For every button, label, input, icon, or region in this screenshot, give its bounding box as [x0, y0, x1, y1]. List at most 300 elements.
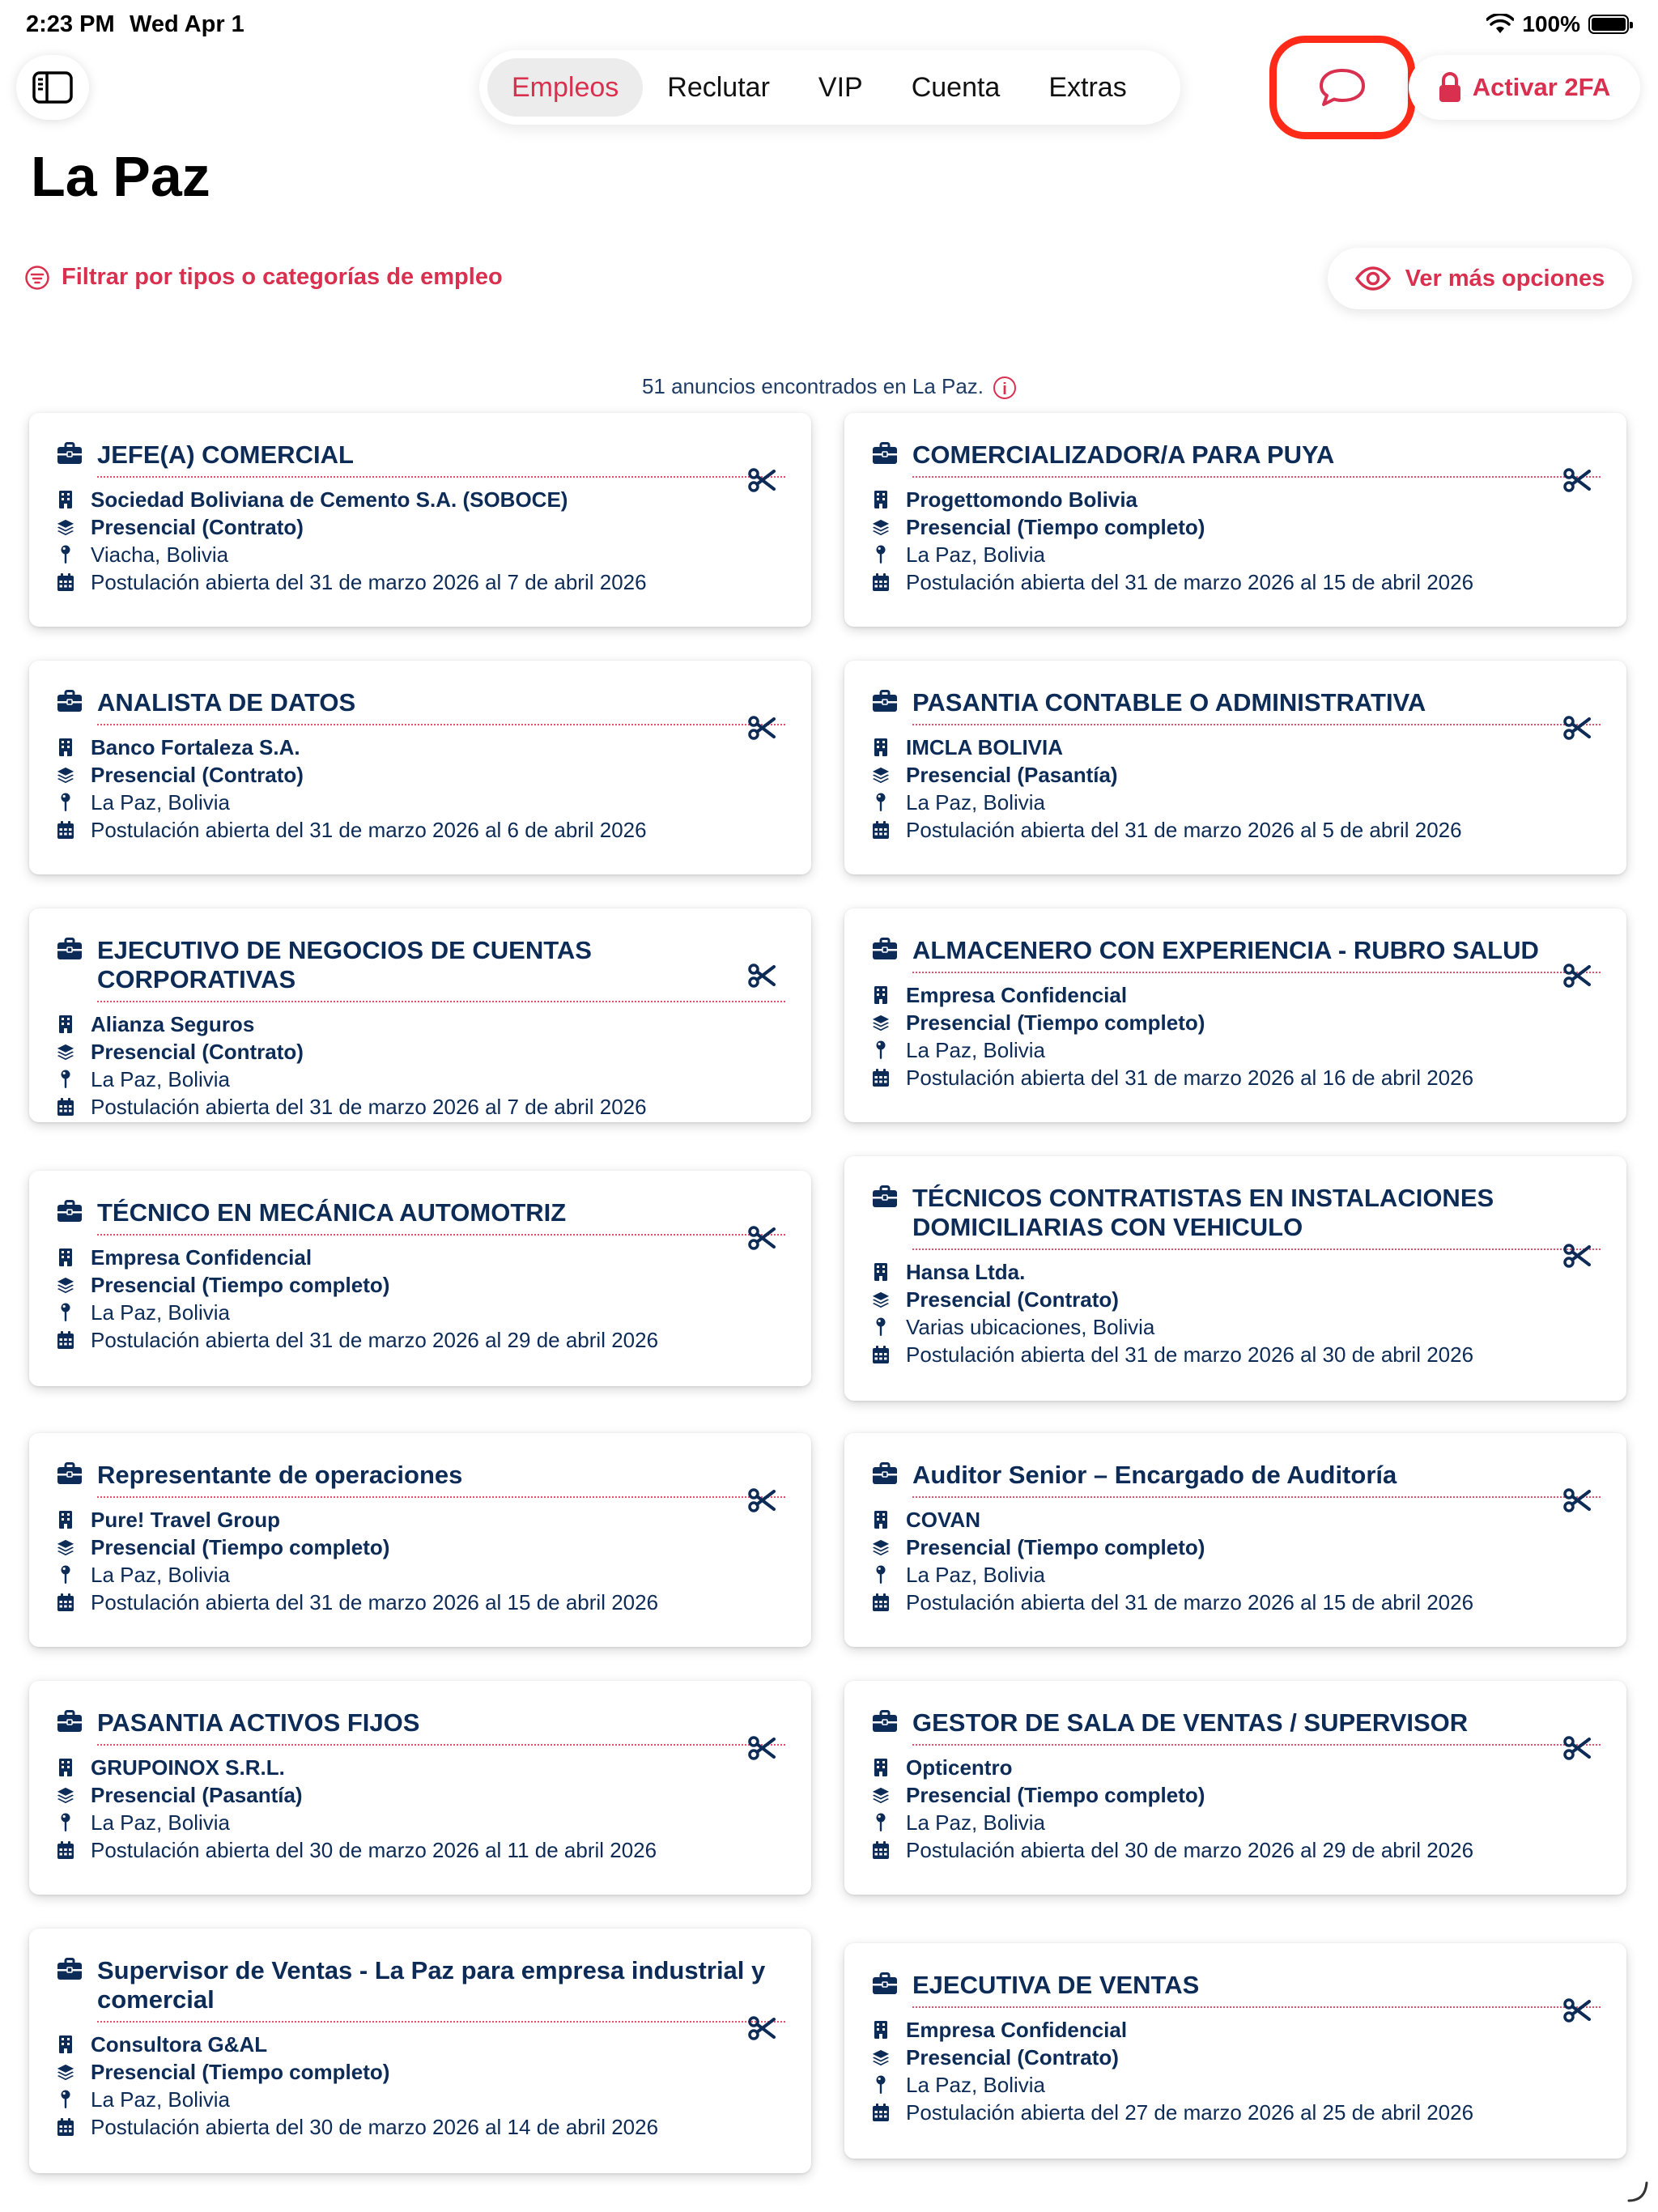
job-company-row	[57, 486, 811, 513]
map-pin-icon	[60, 1813, 71, 1832]
title-divider	[97, 1496, 785, 1498]
map-pin-icon	[60, 2090, 71, 2109]
calendar-icon	[872, 572, 890, 592]
job-card[interactable]	[844, 908, 1626, 1122]
job-dates: Postulación abierta del 31 de marzo 2026 al 15 de abril 2026	[906, 1590, 1474, 1614]
job-card[interactable]	[844, 1943, 1626, 2159]
scissors-icon	[1563, 1488, 1591, 1512]
title-divider	[97, 1001, 785, 1002]
job-title-row	[872, 936, 1626, 973]
job-location: La Paz, Bolivia	[906, 542, 1045, 567]
job-company: Hansa Ltda.	[906, 1260, 1026, 1284]
job-dates-row	[57, 816, 811, 844]
job-details	[872, 1258, 1626, 1368]
share-button[interactable]	[748, 468, 776, 496]
job-modality-row	[57, 2058, 811, 2086]
building-icon	[874, 1262, 888, 1282]
briefcase-icon	[872, 690, 898, 713]
job-icon-wrap	[57, 1710, 83, 1733]
sidebar-toggle-button[interactable]	[16, 55, 89, 120]
scissors-icon	[1563, 1244, 1591, 1268]
building-icon	[58, 1015, 73, 1034]
job-location-row	[57, 541, 811, 568]
calendar-icon	[872, 1840, 890, 1860]
filter-icon	[24, 265, 50, 291]
job-dates: Postulación abierta del 31 de marzo 2026 al 7 de abril 2026	[91, 570, 647, 594]
job-location: La Paz, Bolivia	[906, 1810, 1045, 1835]
job-location-row	[57, 1299, 811, 1326]
briefcase-icon	[57, 1958, 83, 1980]
job-company: Progettomondo Bolivia	[906, 487, 1137, 512]
building-icon	[58, 1248, 73, 1267]
job-location: La Paz, Bolivia	[906, 790, 1045, 815]
layers-icon	[57, 517, 74, 537]
job-location-row	[872, 1036, 1626, 1064]
calendar-icon	[872, 1068, 890, 1087]
job-dates-row	[57, 2113, 811, 2141]
job-title[interactable]: PASANTIA ACTIVOS FIJOS	[97, 1708, 420, 1737]
battery-percent: 100%	[1522, 11, 1580, 36]
job-modality-row	[872, 1781, 1626, 1809]
job-title[interactable]: PASANTIA CONTABLE O ADMINISTRATIVA	[912, 688, 1426, 717]
building-icon	[874, 985, 888, 1005]
job-icon-wrap	[57, 690, 83, 713]
job-title-row	[57, 1461, 811, 1498]
sidebar-icon	[32, 71, 73, 104]
job-modality: Presencial (Contrato)	[91, 763, 304, 787]
job-details	[57, 1010, 811, 1121]
briefcase-icon	[57, 1710, 83, 1733]
map-pin-icon	[60, 1303, 71, 1322]
job-title[interactable]: EJECUTIVO DE NEGOCIOS DE CUENTAS CORPORATIVAS	[97, 936, 592, 993]
job-details	[57, 1244, 811, 1354]
map-pin-icon	[60, 793, 71, 812]
calendar-icon	[57, 1330, 74, 1350]
job-dates: Postulación abierta del 30 de marzo 2026 al 11 de abril 2026	[91, 1838, 657, 1862]
job-modality: Presencial (Contrato)	[906, 1287, 1119, 1312]
info-icon[interactable]: i	[993, 376, 1016, 399]
chat-button[interactable]	[1269, 36, 1415, 139]
job-title-row	[57, 1708, 811, 1746]
tab-vip[interactable]: VIP	[818, 71, 863, 103]
job-details	[57, 734, 811, 844]
job-icon-wrap	[57, 442, 83, 465]
job-location: La Paz, Bolivia	[906, 2073, 1045, 2097]
job-location-row	[57, 789, 811, 816]
job-modality-row	[872, 761, 1626, 789]
status-time: 2:23 PM	[26, 11, 115, 37]
scissors-icon	[748, 716, 776, 740]
layers-icon	[57, 1042, 74, 1061]
job-title[interactable]: EJECUTIVA DE VENTAS	[912, 1971, 1200, 1999]
job-dates: Postulación abierta del 31 de marzo 2026 al 15 de abril 2026	[906, 570, 1474, 594]
share-button[interactable]	[748, 2016, 776, 2044]
job-modality: Presencial (Pasantía)	[91, 1783, 303, 1807]
briefcase-icon	[57, 938, 83, 960]
job-card[interactable]	[844, 413, 1626, 627]
layers-icon	[57, 2062, 74, 2082]
job-location-row	[872, 1809, 1626, 1836]
building-icon	[874, 2020, 888, 2040]
job-card[interactable]	[29, 908, 811, 1122]
job-modality-row	[872, 1009, 1626, 1036]
job-company-row	[57, 2031, 811, 2058]
job-company: Empresa Confidencial	[91, 1245, 312, 1270]
job-title[interactable]: TÉCNICO EN MECÁNICA AUTOMOTRIZ	[97, 1198, 567, 1227]
job-dates-row	[872, 816, 1626, 844]
title-divider	[97, 2021, 785, 2023]
job-dates: Postulación abierta del 31 de marzo 2026 al 6 de abril 2026	[91, 818, 647, 842]
job-dates: Postulación abierta del 31 de marzo 2026 al 30 de abril 2026	[906, 1342, 1474, 1367]
job-dates: Postulación abierta del 31 de marzo 2026 al 29 de abril 2026	[91, 1328, 659, 1352]
job-title[interactable]: Auditor Senior – Encargado de Auditoría	[912, 1461, 1397, 1489]
building-icon	[58, 1510, 73, 1529]
briefcase-icon	[57, 1200, 83, 1223]
title-divider	[97, 1234, 785, 1236]
layers-icon	[872, 765, 890, 785]
job-title-row	[57, 1956, 811, 2023]
job-dates: Postulación abierta del 31 de marzo 2026 al 15 de abril 2026	[91, 1590, 659, 1614]
share-button[interactable]	[1563, 963, 1591, 992]
page-title: La Paz	[31, 145, 210, 208]
job-details	[872, 2016, 1626, 2126]
map-pin-icon	[875, 2075, 886, 2095]
layers-icon	[872, 1538, 890, 1557]
main-nav	[479, 50, 1180, 125]
map-pin-icon	[60, 545, 71, 564]
job-company-row	[57, 734, 811, 761]
more-options-button[interactable]	[1328, 248, 1632, 309]
building-icon	[874, 738, 888, 757]
calendar-icon	[57, 572, 74, 592]
job-location: La Paz, Bolivia	[91, 1810, 230, 1835]
job-title[interactable]: Supervisor de Ventas - La Paz para empresa industrial y comercial	[97, 1956, 766, 2014]
job-company: IMCLA BOLIVIA	[906, 735, 1064, 759]
briefcase-icon	[872, 442, 898, 465]
activate-2fa-label: Activar 2FA	[1472, 73, 1611, 101]
briefcase-icon	[57, 1462, 83, 1485]
job-details	[872, 1506, 1626, 1616]
map-pin-icon	[875, 793, 886, 812]
title-divider	[97, 476, 785, 478]
job-location-row	[57, 1561, 811, 1589]
job-card[interactable]	[29, 1929, 811, 2173]
share-button[interactable]	[1563, 1736, 1591, 1764]
map-pin-icon	[875, 1565, 886, 1585]
building-icon	[874, 1510, 888, 1529]
job-title[interactable]: GESTOR DE SALA DE VENTAS / SUPERVISOR	[912, 1708, 1469, 1737]
job-company: GRUPOINOX S.R.L.	[91, 1755, 285, 1780]
scissors-icon	[1563, 468, 1591, 492]
title-divider	[912, 972, 1601, 973]
job-details	[57, 1754, 811, 1864]
job-title[interactable]: JEFE(A) COMERCIAL	[97, 440, 354, 469]
status-bar	[0, 0, 1658, 50]
share-button[interactable]	[748, 1488, 776, 1516]
share-button[interactable]	[748, 1226, 776, 1254]
job-modality: Presencial (Tiempo completo)	[91, 2060, 390, 2084]
job-icon-wrap	[872, 1185, 898, 1208]
job-details	[57, 2031, 811, 2141]
briefcase-icon	[872, 1972, 898, 1995]
job-location: La Paz, Bolivia	[906, 1038, 1045, 1062]
job-title-row	[57, 688, 811, 725]
calendar-icon	[872, 1345, 890, 1364]
job-details	[872, 981, 1626, 1091]
title-divider	[912, 1249, 1601, 1250]
job-icon-wrap	[872, 1710, 898, 1733]
scissors-icon	[748, 963, 776, 988]
resize-corner-icon	[1626, 2180, 1650, 2204]
job-company-row	[57, 1754, 811, 1781]
job-details	[57, 486, 811, 596]
job-dates-row	[57, 1093, 811, 1121]
share-button[interactable]	[748, 1736, 776, 1764]
battery-icon	[1588, 15, 1629, 34]
job-company: COVAN	[906, 1508, 980, 1532]
job-title-row	[872, 1708, 1626, 1746]
job-location-row	[57, 1066, 811, 1093]
share-button[interactable]	[1563, 1998, 1591, 2027]
layers-icon	[57, 765, 74, 785]
job-company-row	[872, 1754, 1626, 1781]
job-title[interactable]: ALMACENERO CON EXPERIENCIA - RUBRO SALUD	[912, 936, 1539, 964]
status-date: Wed Apr 1	[130, 11, 244, 37]
job-dates: Postulación abierta del 31 de marzo 2026 al 16 de abril 2026	[906, 1066, 1474, 1090]
job-modality: Presencial (Pasantía)	[906, 763, 1118, 787]
tab-extras[interactable]: Extras	[1048, 71, 1127, 103]
layers-icon	[57, 1275, 74, 1295]
job-title-row	[872, 440, 1626, 478]
job-card[interactable]	[844, 1681, 1626, 1895]
job-dates-row	[872, 1836, 1626, 1864]
job-modality-row	[872, 2044, 1626, 2071]
job-dates-row	[57, 1589, 811, 1616]
job-modality: Presencial (Tiempo completo)	[906, 1010, 1205, 1035]
job-title[interactable]: Representante de operaciones	[97, 1461, 463, 1489]
share-button[interactable]	[1563, 468, 1591, 496]
job-title[interactable]: ANALISTA DE DATOS	[97, 688, 356, 717]
share-button[interactable]	[748, 963, 776, 992]
calendar-icon	[57, 1840, 74, 1860]
job-icon-wrap	[872, 690, 898, 713]
job-modality-row	[872, 1286, 1626, 1313]
job-title-row	[57, 936, 811, 1002]
job-location-row	[57, 1809, 811, 1836]
share-button[interactable]	[1563, 1244, 1591, 1272]
job-location-row	[872, 2071, 1626, 2099]
job-details	[872, 734, 1626, 844]
job-location: Viacha, Bolivia	[91, 542, 229, 567]
job-details	[872, 1754, 1626, 1864]
job-company-row	[57, 1244, 811, 1271]
job-modality-row	[57, 1038, 811, 1066]
job-company-row	[57, 1010, 811, 1038]
tab-reclutar[interactable]: Reclutar	[667, 71, 770, 103]
job-location: La Paz, Bolivia	[91, 790, 230, 815]
job-dates-row	[57, 1836, 811, 1864]
job-modality-row	[57, 1781, 811, 1809]
job-dates: Postulación abierta del 30 de marzo 2026 al 29 de abril 2026	[906, 1838, 1474, 1862]
job-card[interactable]	[29, 661, 811, 874]
filter-label: Filtrar por tipos o categorías de empleo	[62, 264, 503, 290]
eye-icon	[1355, 266, 1391, 291]
briefcase-icon	[872, 938, 898, 960]
building-icon	[58, 738, 73, 757]
share-button[interactable]	[1563, 1488, 1591, 1516]
scissors-icon	[748, 1226, 776, 1250]
building-icon	[58, 2035, 73, 2054]
job-modality: Presencial (Tiempo completo)	[91, 1535, 390, 1559]
title-divider	[912, 1744, 1601, 1746]
job-card[interactable]	[29, 1433, 811, 1647]
job-icon-wrap	[872, 442, 898, 465]
scissors-icon	[1563, 716, 1591, 740]
briefcase-icon	[57, 442, 83, 465]
job-location: La Paz, Bolivia	[91, 2087, 230, 2112]
building-icon	[874, 490, 888, 509]
building-icon	[58, 490, 73, 509]
calendar-icon	[57, 1593, 74, 1612]
job-dates: Postulación abierta del 30 de marzo 2026 al 14 de abril 2026	[91, 2115, 659, 2139]
job-location-row	[57, 2086, 811, 2113]
job-company: Consultora G&AL	[91, 2032, 268, 2057]
job-title-row	[57, 1198, 811, 1236]
job-location-row	[872, 541, 1626, 568]
job-modality-row	[57, 513, 811, 541]
map-pin-icon	[875, 1040, 886, 1060]
activate-2fa-button[interactable]	[1409, 55, 1640, 120]
calendar-icon	[872, 2103, 890, 2122]
scissors-icon	[1563, 1736, 1591, 1760]
map-pin-icon	[875, 1317, 886, 1337]
job-title-row	[872, 1184, 1626, 1250]
share-button[interactable]	[748, 716, 776, 744]
tab-cuenta[interactable]: Cuenta	[911, 71, 1001, 103]
chat-bubble-icon	[1319, 67, 1366, 108]
building-icon	[874, 1758, 888, 1777]
job-card[interactable]	[844, 661, 1626, 874]
job-card[interactable]	[29, 1171, 811, 1386]
scissors-icon	[748, 2016, 776, 2040]
layers-icon	[872, 1013, 890, 1032]
calendar-icon	[872, 1593, 890, 1612]
job-company-row	[872, 486, 1626, 513]
tab-empleos[interactable]: Empleos	[487, 58, 643, 117]
layers-icon	[872, 2048, 890, 2067]
scissors-icon	[1563, 1998, 1591, 2023]
job-company: Alianza Seguros	[91, 1012, 255, 1036]
layers-icon	[57, 1785, 74, 1805]
job-company: Pure! Travel Group	[91, 1508, 281, 1532]
briefcase-icon	[872, 1710, 898, 1733]
job-company: Banco Fortaleza S.A.	[91, 735, 300, 759]
title-divider	[97, 724, 785, 725]
job-dates-row	[872, 1341, 1626, 1368]
job-modality-row	[57, 761, 811, 789]
job-title[interactable]: TÉCNICOS CONTRATISTAS EN INSTALACIONES DOMICILIARIAS CON VEHICULO	[912, 1184, 1494, 1241]
job-company-row	[872, 734, 1626, 761]
job-card[interactable]	[29, 413, 811, 627]
job-dates: Postulación abierta del 31 de marzo 2026 al 7 de abril 2026	[91, 1095, 647, 1119]
title-divider	[912, 476, 1601, 478]
job-company: Empresa Confidencial	[906, 983, 1128, 1007]
job-location: Varias ubicaciones, Bolivia	[906, 1315, 1155, 1339]
calendar-icon	[57, 2117, 74, 2137]
job-company-row	[872, 1506, 1626, 1534]
job-modality: Presencial (Tiempo completo)	[91, 1273, 390, 1297]
job-icon-wrap	[57, 1462, 83, 1485]
job-title-row	[57, 440, 811, 478]
job-title[interactable]: COMERCIALIZADOR/A PARA PUYA	[912, 440, 1335, 469]
layers-icon	[872, 517, 890, 537]
job-dates-row	[872, 1064, 1626, 1091]
job-modality: Presencial (Tiempo completo)	[906, 1783, 1205, 1807]
job-dates-row	[57, 1326, 811, 1354]
job-modality-row	[57, 1534, 811, 1561]
briefcase-icon	[872, 1185, 898, 1208]
calendar-icon	[57, 820, 74, 840]
job-modality: Presencial (Contrato)	[91, 1040, 304, 1064]
filter-link[interactable]	[24, 264, 503, 291]
map-pin-icon	[875, 1813, 886, 1832]
job-icon-wrap	[872, 1972, 898, 1995]
status-right	[1486, 11, 1629, 37]
scissors-icon	[748, 1488, 776, 1512]
job-modality: Presencial (Tiempo completo)	[906, 515, 1205, 539]
job-company: Empresa Confidencial	[906, 2018, 1128, 2042]
job-modality: Presencial (Tiempo completo)	[906, 1535, 1205, 1559]
briefcase-icon	[872, 1462, 898, 1485]
title-divider	[912, 2006, 1601, 2008]
job-location-row	[872, 789, 1626, 816]
job-location-row	[872, 1313, 1626, 1341]
job-dates: Postulación abierta del 31 de marzo 2026 al 5 de abril 2026	[906, 818, 1462, 842]
job-title-row	[872, 1971, 1626, 2008]
share-button[interactable]	[1563, 716, 1591, 744]
calendar-icon	[872, 820, 890, 840]
job-icon-wrap	[57, 938, 83, 960]
title-divider	[912, 724, 1601, 725]
job-card[interactable]	[29, 1681, 811, 1895]
title-divider	[912, 1496, 1601, 1498]
job-dates-row	[57, 568, 811, 596]
job-company-row	[872, 1258, 1626, 1286]
layers-icon	[872, 1785, 890, 1805]
results-count	[0, 374, 1658, 399]
job-icon-wrap	[57, 1200, 83, 1223]
job-modality-row	[57, 1271, 811, 1299]
job-card[interactable]	[844, 1433, 1626, 1647]
job-location: La Paz, Bolivia	[91, 1067, 230, 1091]
job-icon-wrap	[872, 938, 898, 960]
results-count-text: 51 anuncios encontrados en La Paz.	[641, 374, 984, 398]
job-location: La Paz, Bolivia	[906, 1563, 1045, 1587]
job-details	[57, 1506, 811, 1616]
job-company-row	[872, 2016, 1626, 2044]
layers-icon	[872, 1290, 890, 1309]
job-details	[872, 486, 1626, 596]
job-location: La Paz, Bolivia	[91, 1563, 230, 1587]
briefcase-icon	[57, 690, 83, 713]
job-card[interactable]	[844, 1156, 1626, 1401]
job-company: Sociedad Boliviana de Cemento S.A. (SOBOCE)	[91, 487, 568, 512]
scissors-icon	[748, 1736, 776, 1760]
calendar-icon	[57, 1097, 74, 1117]
wifi-icon	[1486, 14, 1514, 35]
job-company-row	[872, 981, 1626, 1009]
job-modality: Presencial (Contrato)	[906, 2045, 1119, 2069]
